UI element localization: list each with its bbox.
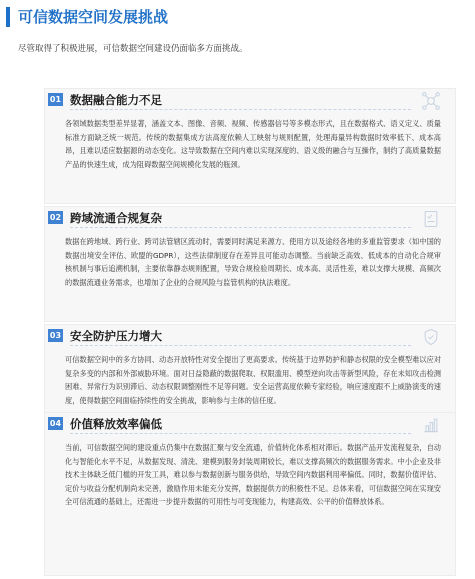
checklist-icon [421,209,441,229]
section-title: 跨域流通合规复杂 [70,211,162,225]
section-body: 可信数据空间中的多方协同、动态开放特性对安全提出了更高要求。传统基于边界防护和静态权限的安全模型难以应对复杂多变的内部和外部威胁环境。面对日益隐蔽的数据爬取、权限滥用、模型逆向攻击等新型风险，存在未知攻击检测困难、异常行为识别滞后、动态权限调整刚性不足等问题。安全运营高度依赖专家经验，响应速度跟不上威胁演变的速度，使得数据空间面临持续性的安全挑战，影响参与主体的信任度。 [65,355,441,405]
shield-icon [421,327,441,347]
section-number-badge: 01 [49,95,62,104]
section-card-1 [44,88,456,204]
title-accent-bar [6,7,10,27]
section-divider [70,433,411,434]
section-divider [70,109,411,110]
section-divider [70,227,411,228]
section-number-badge: 04 [49,419,62,428]
section-header [45,89,455,111]
intro-text: 尽管取得了积极进展，可信数据空间建设仍面临多方面挑战。 [18,44,248,54]
section-body: 各领域数据类型差异显著，涵盖文本、图像、音频、视频、传感器信号等多模态形式，且在数据格式、语义定义、质量标准方面缺乏统一规范。传统的数据集成方法高度依赖人工映射与规则配置，处理海量异构数据时效率低下、成本高昂，且难以适应数据源的动态变化。这导致数据在空间内难以实现深度的、语义级的融合与互操作，制约了高质量数据产品的快速生成，成为阻碍数据空间规模化发展的瓶颈。 [65,119,441,169]
section-number-badge: 03 [49,331,62,340]
section-body: 当前，可信数据空间的建设重点仍集中在数据汇聚与安全流通，价值转化体系相对滞后。数据产品开发流程复杂，自动化与智能化水平不足，从数据发现、清洗、建模到服务封装周期较长，难以支撑高频次的数据服务需求。中小企业及非技术主体缺乏低门槛的开发工具，难以参与数据创新与服务供给，导致空间内数据利用率偏低。同时，数据价值评估、定价与收益分配机制尚未完善，激励作用未能充分发挥，数据提供方的积极性不足。总体来看，可信数据空间在实现安全可信流通的基础上，还需进一步提升数据的可用性与可变现能力，构建高效、公平的价值释放体系。 [65,443,441,507]
chart-icon [421,415,441,435]
section-header [45,413,455,435]
page-title: 可信数据空间发展挑战 [18,8,169,26]
section-title: 安全防护压力增大 [70,329,162,343]
section-card-2 [44,206,456,322]
section-card-3 [44,324,456,424]
section-title: 数据融合能力不足 [70,93,162,107]
section-divider [70,345,411,346]
section-header [45,325,455,347]
section-body: 数据在跨地域、跨行业、跨司法管辖区流动时，需要同时满足来源方、使用方以及途经各地的多重监管要求（如中国的数据出境安全评估、欧盟的GDPR），这些法律制度存在差异且可能动态调整。当前缺乏高效、低成本的自动化合规审核机制与事后追溯机制，主要依靠静态规则配置，导致合规检验周期长、成本高、灵活性差，难以支撑大规模、高频次的数据流通业务需求，也增加了企业的合规风险与监管机构的执法难度。 [65,237,441,287]
section-card-4 [44,412,456,576]
section-title: 价值释放效率偏低 [70,417,162,431]
page-header [0,0,475,33]
section-number-badge: 02 [49,213,62,222]
network-icon [421,91,441,111]
section-header [45,207,455,229]
